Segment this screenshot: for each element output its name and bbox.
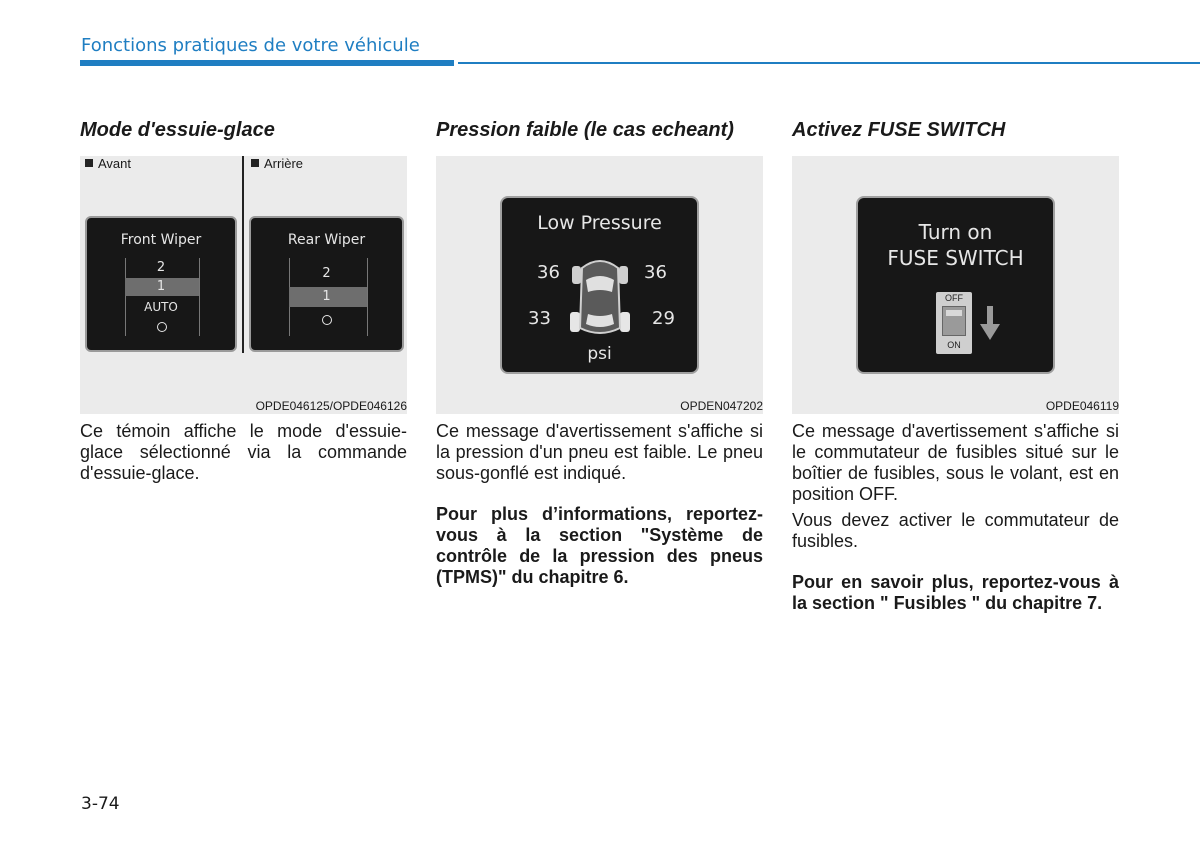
- car-top-view-icon: [568, 256, 632, 340]
- figure-divider: [242, 156, 244, 353]
- low-pressure-title: Low Pressure: [537, 212, 662, 234]
- tag-front: Avant: [85, 156, 131, 171]
- wiper-position-2: 2: [322, 266, 331, 281]
- tpms-figure: [436, 156, 763, 414]
- section-fuse-switch: [792, 118, 1119, 614]
- fuse-message-line1: Turn on: [918, 220, 993, 244]
- reference-note: Pour plus d’informations, reportez-vous à la section "Système de contrôle de la pression des pneus (TPMS)" du chapitre 6.: [436, 504, 763, 587]
- wiper-position-1: 1: [156, 279, 166, 294]
- chapter-title: Fonctions pratiques de votre véhicule: [81, 35, 420, 56]
- header-rule: [458, 62, 1200, 64]
- pressure-unit: psi: [587, 344, 612, 364]
- figure-caption: OPDE046125/OPDE046126: [255, 399, 407, 413]
- fuse-figure: [792, 156, 1119, 414]
- reference-note: Pour en savoir plus, reportez-vous à la section " Fusibles " du chapitre 7.: [792, 572, 1119, 613]
- fuse-message-line2: FUSE SWITCH: [887, 246, 1024, 270]
- off-circle-icon: [157, 322, 167, 332]
- switch-knob: [942, 306, 966, 336]
- rear-wiper-title: Rear Wiper: [287, 232, 366, 248]
- section-title: Mode d'essuie-glace: [80, 119, 275, 141]
- front-wiper-title: Front Wiper: [120, 232, 202, 248]
- tire-front-right: 36: [644, 262, 667, 283]
- wiper-position-1: 1: [322, 289, 331, 304]
- figure-caption: OPDEN047202: [680, 399, 763, 413]
- paragraph: Ce témoin affiche le mode d'essuie-glace sélectionné via la commande d'essuie-glace.: [80, 421, 407, 483]
- section-title: Pression faible (le cas echeant): [436, 119, 734, 141]
- page-number: 3-74: [81, 794, 120, 814]
- header-rule-accent: [80, 60, 454, 66]
- paragraph: Ce message d'avertissement s'affiche si la pression d'un pneu est faible. Le pneu sous-gonflé est indiqué.: [436, 421, 763, 483]
- section-wiper-mode: [80, 118, 407, 484]
- front-wiper-panel: [85, 216, 237, 352]
- section-low-pressure: [436, 118, 763, 588]
- figure-caption: OPDE046119: [1045, 399, 1119, 413]
- low-pressure-display: [500, 196, 699, 374]
- arrow-down-icon: [980, 306, 1000, 340]
- tire-front-left: 36: [537, 262, 560, 283]
- switch-on-label: ON: [947, 340, 961, 350]
- fuse-switch-icon: [936, 292, 972, 354]
- tag-rear: Arrière: [251, 156, 303, 171]
- wiper-position-2: 2: [156, 260, 166, 275]
- switch-off-label: OFF: [945, 293, 963, 303]
- wiper-position-auto: AUTO: [144, 300, 178, 314]
- off-circle-icon: [322, 315, 332, 325]
- paragraph: Ce message d'avertissement s'affiche si le commutateur de fusibles situé sur le boîtier de fusibles, sous le volant, est en position OFF.: [792, 421, 1119, 504]
- rear-wiper-panel: [249, 216, 404, 352]
- fuse-switch-display: [856, 196, 1055, 374]
- section-title: Activez FUSE SWITCH: [792, 119, 1006, 141]
- wiper-figure: [80, 156, 407, 414]
- tire-rear-right: 29: [652, 308, 675, 329]
- tire-rear-left: 33: [528, 308, 551, 329]
- paragraph: Vous devez activer le commutateur de fusibles.: [792, 510, 1119, 551]
